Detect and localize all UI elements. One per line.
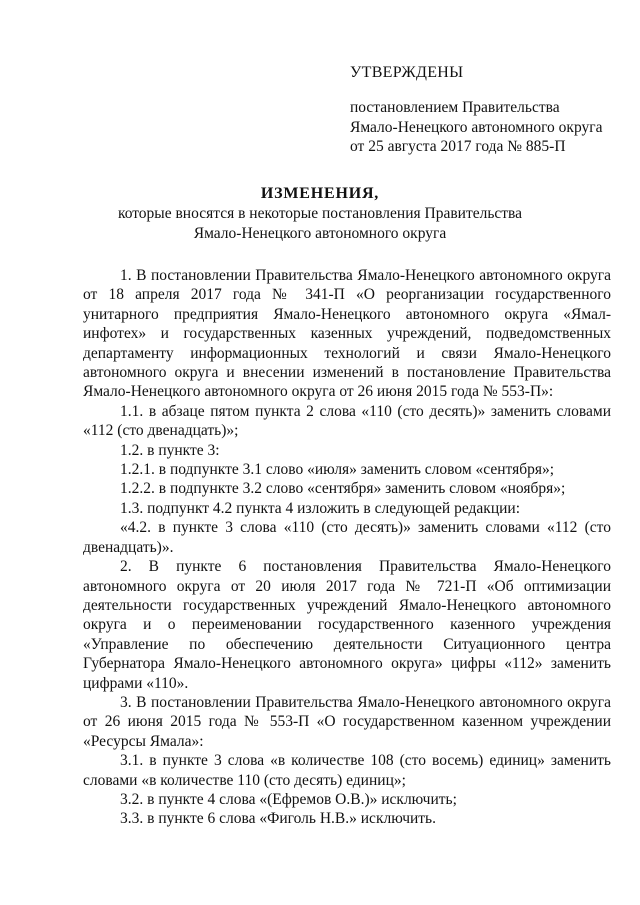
paragraph-3-2: 3.2. в пункте 4 слова «(Ефремов О.В.)» исключить; xyxy=(120,790,457,808)
paragraph-1-2-1: 1.2.1. в подпункте 3.1 слово «июля» заменить словом «сентября»; xyxy=(120,461,555,479)
paragraph-1-2: 1.2. в пункте 3: xyxy=(120,441,220,459)
paragraph-3-1: 3.1. в пункте 3 слова «в количестве 108 (сто восемь) единиц» заменить словами «в количестве 110 (сто десять) единиц»; xyxy=(83,752,611,789)
paragraph-4-2-quote: «4.2. в пункте 3 слова «110 (сто десять)» заменить словами «112 (сто двенадцать)». xyxy=(83,519,611,556)
paragraph-2: 2. В пункте 6 постановления Правительства Ямало-Ненецкого автономного округа от 20 июля 2017 года № 721-П «Об оптимизации деятельности государственных учреждений Ямало-Ненецкого автономного округа и о переименовании государственного казенного учреждения «Управление по обеспечению деятельности Ситуационного центра Губернатора Ямало-Ненецкого автономного округа» цифры «112» заменить цифрами «110». xyxy=(83,558,611,692)
paragraph-1-3: 1.3. подпункт 4.2 пункта 4 изложить в следующей редакции: xyxy=(120,499,521,517)
approval-line: от 25 августа 2017 года № 885-П xyxy=(350,138,566,155)
paragraph-3-3: 3.3. в пункте 6 слова «Фиголь Н.В.» исключить. xyxy=(120,810,437,828)
paragraph-1: 1. В постановлении Правительства Ямало-Ненецкого автономного округа от 18 апреля 2017 года № 341-П «О реорганизации государственного унитарного предприятия Ямало-Ненецкого автономного округа «Ямал-инфотех» и государственных казенных учреждений, подведомственных департаменту информационных технологий и связи Ямало-Ненецкого автономного округа и внесении изменений в постановление Правительства Ямало-Ненецкого автономного округа от 26 июня 2015 года № 553-П»: xyxy=(83,267,611,401)
paragraph-3: 3. В постановлении Правительства Ямало-Ненецкого автономного округа от 26 июня 2015 года № 553-П «О государственном казенном учреждении «Ресурсы Ямала»: xyxy=(83,693,611,750)
paragraph-1-2-2: 1.2.2. в подпункте 3.2 слово «сентября» заменить словом «ноября»; xyxy=(120,480,566,498)
approval-line: Ямало-Ненецкого автономного округа xyxy=(350,118,603,136)
paragraph-1-1: 1.1. в абзаце пятом пункта 2 слова «110 (сто десять)» заменить словами «112 (сто двенадцать)»; xyxy=(83,402,611,440)
approval-block xyxy=(350,98,602,157)
approval-line: постановлением Правительства xyxy=(350,99,560,116)
document-heading: ИЗМЕНЕНИЯ, xyxy=(260,185,380,202)
subtitle-line: которые вносятся в некоторые постановления Правительства xyxy=(117,205,523,222)
subtitle-line: Ямало-Ненецкого автономного округа xyxy=(193,224,447,242)
document-subtitle xyxy=(0,204,640,243)
approval-stamp-title: УТВЕРЖДЕНЫ xyxy=(350,64,464,81)
document-body xyxy=(83,266,611,829)
